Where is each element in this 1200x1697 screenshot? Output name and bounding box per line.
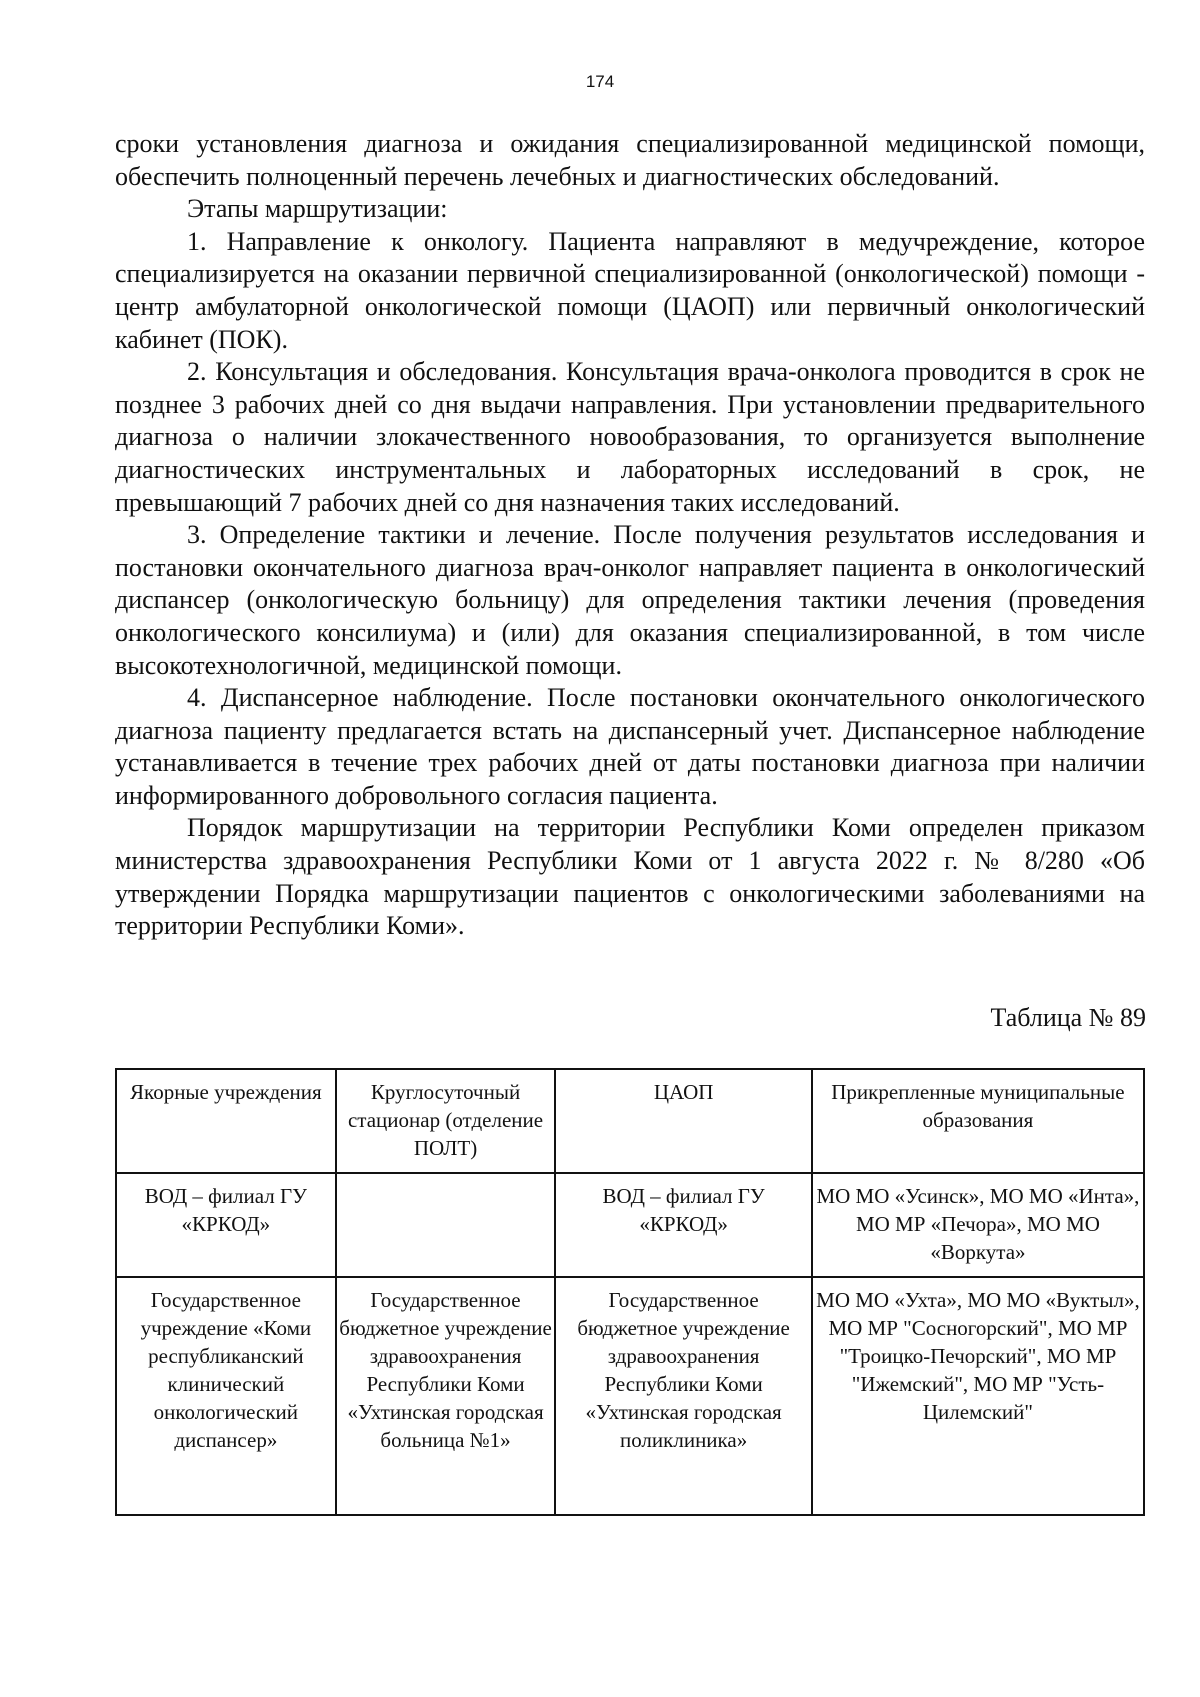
table-cell: Государственное бюджетное учреждение здравоохранения Республики Коми «Ухтинская городская больница №1» — [336, 1277, 556, 1515]
header-anchor-institutions: Якорные учреждения — [116, 1069, 336, 1173]
paragraph-stage-2: 2. Консультация и обследования. Консультация врача-онколога проводится в срок не позднее 3 рабочих дней со дня выдачи направления. При установлении предварительного диагноза о наличии злокачественного новообразования, то организуется выполнение диагностических инструментальных и лабораторных исследований в срок, не превышающий 7 рабочих дней со дня назначения таких исследований. — [115, 357, 1145, 517]
paragraph-stage-1: 1. Направление к онкологу. Пациента направляют в медучреждение, которое специализируется на оказании первичной специализированной (онкологической) помощи - центр амбулаторной онкологической помощи (ЦАОП) или первичный онкологический кабинет (ПОК). — [115, 226, 1145, 354]
paragraph-continuation: сроки установления диагноза и ожидания специализированной медицинской помощи, обеспечить полноценный перечень лечебных и диагностических обследований. — [115, 129, 1145, 191]
table-header-row — [116, 1069, 1144, 1173]
table-cell: ВОД – филиал ГУ «КРКОД» — [555, 1173, 812, 1277]
page-number: 174 — [585, 72, 615, 91]
table-cell: МО МО «Ухта», МО МО «Вуктыл», МО МР "Сосногорский", МО МР "Троицко-Печорский", МО МР "Ижемский", МО МР "Усть-Цилемский" — [812, 1277, 1144, 1515]
paragraph-stages-heading: Этапы маршрутизации: — [187, 194, 448, 224]
routing-table — [115, 1068, 1145, 1516]
paragraph-routing-order: Порядок маршрутизации на территории Республики Коми определен приказом министерства здравоохранения Республики Коми от 1 августа 2022 г. № 8/280 «Об утверждении Порядка маршрутизации пациентов с онкологическими заболеваниями на территории Республики Коми». — [115, 813, 1145, 941]
table-cell — [336, 1173, 556, 1277]
header-municipalities: Прикрепленные муниципальные образования — [812, 1069, 1144, 1173]
table-row — [116, 1277, 1144, 1515]
table-cell: ВОД – филиал ГУ «КРКОД» — [116, 1173, 336, 1277]
paragraph-stage-4: 4. Диспансерное наблюдение. После постановки окончательного онкологического диагноза пациенту предлагается встать на диспансерный учет. Диспансерное наблюдение устанавливается в течение трех рабочих дней от даты постановки диагноза при наличии информированного добровольного согласия пациента. — [115, 683, 1145, 810]
header-round-the-clock-hospital: Круглосуточный стационар (отделение ПОЛТ) — [336, 1069, 556, 1173]
table-row — [116, 1173, 1144, 1277]
table-cell: Государственное бюджетное учреждение здравоохранения Республики Коми «Ухтинская городская поликлиника» — [555, 1277, 812, 1515]
document-body — [115, 128, 1145, 943]
table-cell: МО МО «Усинск», МО МО «Инта», МО МР «Печора», МО МО «Воркута» — [812, 1173, 1144, 1277]
paragraph-stage-3: 3. Определение тактики и лечение. После получения результатов исследования и постановки окончательного диагноза врач-онколог направляет пациента в онкологический диспансер (онкологическую больницу) для определения тактики лечения (проведения онкологического консилиума) и (или) для оказания специализированной, в том числе высокотехнологичной, медицинской помощи. — [115, 520, 1145, 680]
table-caption: Таблица № 89 — [990, 1003, 1146, 1032]
table-cell: Государственное учреждение «Коми республиканский клинический онкологический диспансер» — [116, 1277, 336, 1515]
header-caop: ЦАОП — [555, 1069, 812, 1173]
